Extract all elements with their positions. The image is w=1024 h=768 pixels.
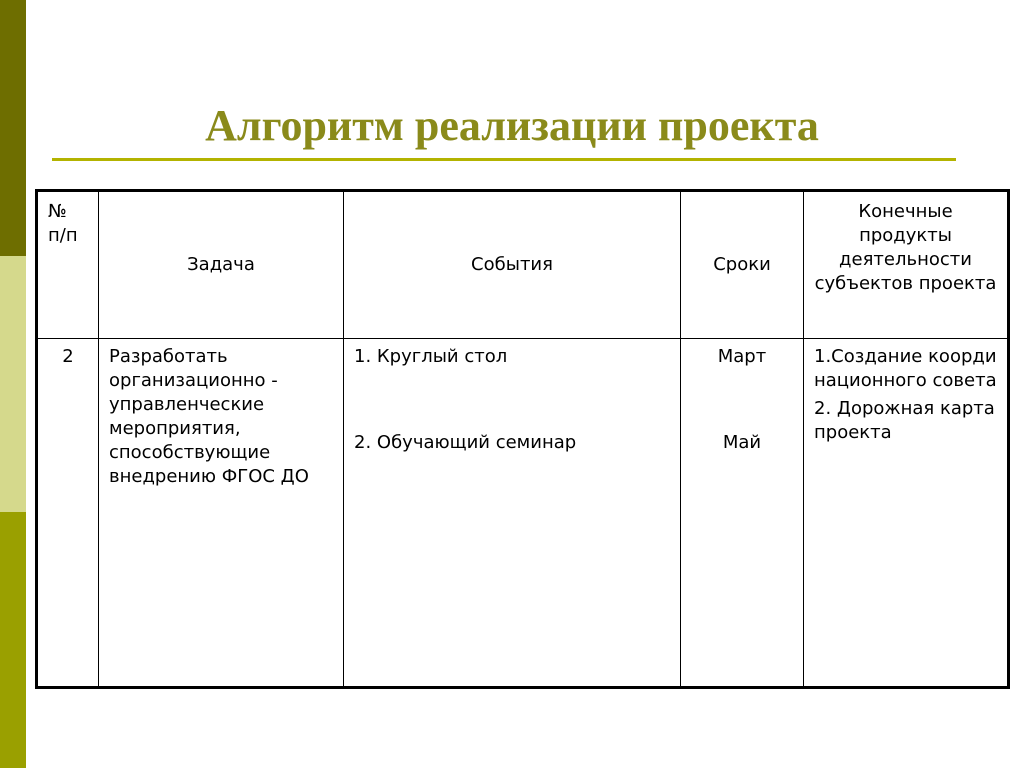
row-products	[804, 339, 1009, 688]
sidebar-accent-bottom	[0, 512, 26, 768]
row-deadlines	[681, 339, 804, 688]
header-number-abbrev: п/п	[48, 225, 78, 246]
row-number: 2	[37, 339, 99, 688]
deadline-item-2: Май	[722, 432, 762, 453]
event-item-1: 1. Круглый стол	[354, 346, 508, 367]
header-products: Конечные продукты деятельности субъектов проекта	[804, 191, 1009, 339]
header-task: Задача	[99, 191, 344, 339]
header-events: События	[344, 191, 681, 339]
project-algorithm-table	[35, 189, 1010, 689]
deadline-item-1: Март	[717, 346, 767, 367]
header-number	[37, 191, 99, 339]
table-row	[37, 339, 1009, 688]
row-events	[344, 339, 681, 688]
table-header-row	[37, 191, 1009, 339]
row-task: Разработать организационно - управленческие мероприятия, способствующие внедрению ФГОС ДО	[99, 339, 344, 688]
slide-title: Алгоритм реализации проекта	[205, 101, 819, 150]
sidebar-accent-middle	[0, 256, 26, 512]
header-number-symbol: №	[48, 201, 67, 222]
event-item-2: 2. Обучающий семинар	[354, 432, 577, 453]
title-underline	[52, 158, 956, 161]
product-item-1: 1.Создание координационного совета	[814, 346, 997, 391]
header-deadlines: Сроки	[681, 191, 804, 339]
product-item-2: 2. Дорожная карта проекта	[814, 398, 995, 443]
